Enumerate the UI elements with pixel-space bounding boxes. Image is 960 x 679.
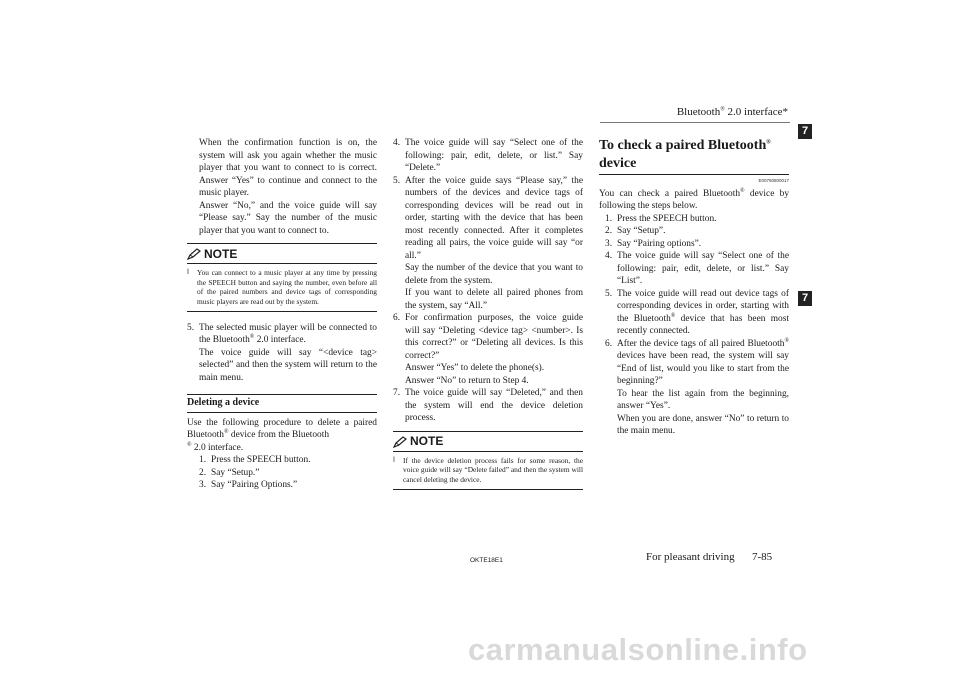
step-5-a: The voice guide will read out device tags of corresponding devices in order, starting with the Bluetooth <box>617 288 789 324</box>
right-column <box>599 137 789 438</box>
note-heading <box>187 247 377 264</box>
step-number: 1. <box>199 455 207 466</box>
list-item <box>605 250 789 288</box>
step-number: 5. <box>605 288 613 299</box>
steps-list <box>187 454 377 492</box>
note-body <box>393 456 583 485</box>
list-item <box>199 467 377 480</box>
list-item <box>605 288 789 338</box>
step-extra: If you want to delete all paired phones from the system, say “All.” <box>405 288 583 311</box>
step-number: 2. <box>199 467 207 478</box>
watermark: carmanualsonline.info <box>468 632 808 667</box>
step-number: 5. <box>393 175 401 186</box>
step-extra: Answer “Yes” to delete the phone(s). <box>405 363 545 373</box>
header-title: Bluetooth <box>676 106 721 118</box>
note-text: If the device deletion process fails for some reason, the voice guide will say “Delete failed” and then the system will cancel deleting the device. <box>403 455 583 484</box>
note-bullet-icon: l <box>393 455 395 464</box>
step-number: 4. <box>605 251 613 261</box>
page-number: 7-85 <box>752 551 773 563</box>
step-5-text-b: 2.0 interface. <box>254 335 306 346</box>
step-number: 6. <box>605 338 613 349</box>
intro-paragraph-2: Answer “No,” and the voice guide will say “Please say.” Say the number of the music player that you want to connect to. <box>199 200 377 236</box>
intro-b: device by following the steps below. <box>599 188 790 211</box>
step-number: 6. <box>393 313 401 323</box>
list-item <box>605 225 789 238</box>
title-sup: ® <box>766 139 771 146</box>
step-number: 4. <box>393 138 401 148</box>
section-intro-b: device from the Bluetooth <box>228 430 330 441</box>
step-6-sup: ® <box>784 337 789 344</box>
footer-section: For pleasant driving <box>646 551 735 563</box>
list-item <box>199 479 377 492</box>
intro-a: You can check a paired Bluetooth <box>599 188 741 199</box>
list-item <box>199 454 377 467</box>
left-column <box>187 137 377 492</box>
step-text: Say “Pairing Options.” <box>211 480 298 491</box>
step-number: 1. <box>605 213 613 224</box>
section-title <box>599 137 789 173</box>
note-pencil-icon <box>393 436 407 448</box>
list-item <box>393 137 583 175</box>
step-text: Press the SPEECH button. <box>211 455 311 466</box>
section-code: E00760800017 <box>758 178 789 183</box>
section-intro-sup: ® <box>223 429 229 436</box>
chapter-tab: 7 <box>798 124 812 139</box>
intro-sup: ® <box>740 187 745 194</box>
note-heading <box>393 435 583 452</box>
step-6-a: After the device tags of all paired Bluetooth <box>617 338 785 349</box>
list-item <box>605 213 789 226</box>
note-body <box>187 268 377 307</box>
note-bullet-icon: l <box>187 268 189 276</box>
step-5 <box>187 322 377 385</box>
step-extra: To hear the list again from the beginning, answer “Yes”. <box>617 388 789 411</box>
note-box <box>187 243 377 312</box>
step-text: Say “Setup.” <box>211 467 260 478</box>
list-item <box>393 387 583 425</box>
header-title-rest: 2.0 interface* <box>724 106 788 118</box>
step-text: For confirmation purposes, the voice guide will say “Deleting <device tag> <number>. Is this correct?” or “Deleting all devices. Is this correct?” <box>405 313 583 361</box>
middle-column <box>393 137 583 490</box>
list-item <box>393 312 583 387</box>
header-rule <box>600 122 790 123</box>
note-text: You can connect to a music player at any time by pressing the SPEECH button and saying the number, even before all of the paired numbers and device tags of corresponding music players are read out by the system. <box>197 268 377 307</box>
steps-list <box>599 213 789 438</box>
step-5-b: device that has been most recently connected. <box>617 313 789 336</box>
step-5-text-a: The selected music player will be connected to the Bluetooth <box>199 322 377 346</box>
step-5-sup: ® <box>249 334 255 341</box>
step-text: After the voice guide says “Please say,” the numbers of the devices and device tags of corresponding devices will be read out in order, starting with the device that has been most recently connected. After it completes reading all pairs, the voice guide will say “or all.” <box>405 175 583 261</box>
section-intro-a: Use the following procedure to delete a paired Bluetooth <box>187 417 377 441</box>
step-number: 7. <box>393 388 401 398</box>
intro-paragraph: When the confirmation function is on, the system will ask you again whether the music player that you want to connect to is correct. Answer “Yes” to continue and connect to the music player. <box>199 138 377 198</box>
step-text: The voice guide will say “Deleted,” and then the system will end the device deletion process. <box>405 388 583 423</box>
chapter-tab-side: 7 <box>798 291 812 306</box>
step-text: Press the SPEECH button. <box>617 213 717 224</box>
document-id: OKTE18E1 <box>470 557 503 564</box>
section-heading-deleting: Deleting a device <box>187 394 377 413</box>
section-intro-c: 2.0 interface. <box>191 442 244 453</box>
step-text: Say “Pairing options”. <box>617 238 702 249</box>
title-text-a: To check a paired Bluetooth <box>599 138 767 153</box>
step-extra: Say the number of the device that you want to delete from the system. <box>405 263 583 286</box>
list-item <box>605 238 789 251</box>
step-extra: Answer “No” to return to Step 4. <box>405 375 529 386</box>
note-label: NOTE <box>204 246 238 261</box>
section-intro-sup2: ® <box>187 441 192 448</box>
step-extra: When you are done, answer “No” to return to the main menu. <box>617 413 789 436</box>
note-label: NOTE <box>410 434 444 449</box>
step-number: 3. <box>605 238 613 249</box>
step-5-sup: ® <box>670 312 676 319</box>
step-text: Say “Setup”. <box>617 226 666 236</box>
running-header <box>677 106 788 118</box>
header-sup: ® <box>720 106 725 113</box>
list-item <box>393 175 583 313</box>
note-box <box>393 431 583 490</box>
step-number: 2. <box>605 226 613 236</box>
step-text: The voice guide will say “Select one of the following: pair, edit, delete, or list.” Say “List”. <box>617 251 789 286</box>
step-6-b: devices have been read, the system will say “End of list, would you like to start from the beginning?” <box>617 351 789 386</box>
title-text-b: device <box>599 156 637 171</box>
step-text: The voice guide will say “Select one of the following: pair, edit, delete, or list.” Say “Delete.” <box>405 138 583 173</box>
step-5-text-c: The voice guide will say “<device tag> selected” and then the system will return to the main menu. <box>199 347 377 383</box>
step-number: 3. <box>199 480 207 491</box>
note-pencil-icon <box>187 248 201 260</box>
list-item <box>605 338 789 438</box>
step-number: 5. <box>187 322 195 333</box>
